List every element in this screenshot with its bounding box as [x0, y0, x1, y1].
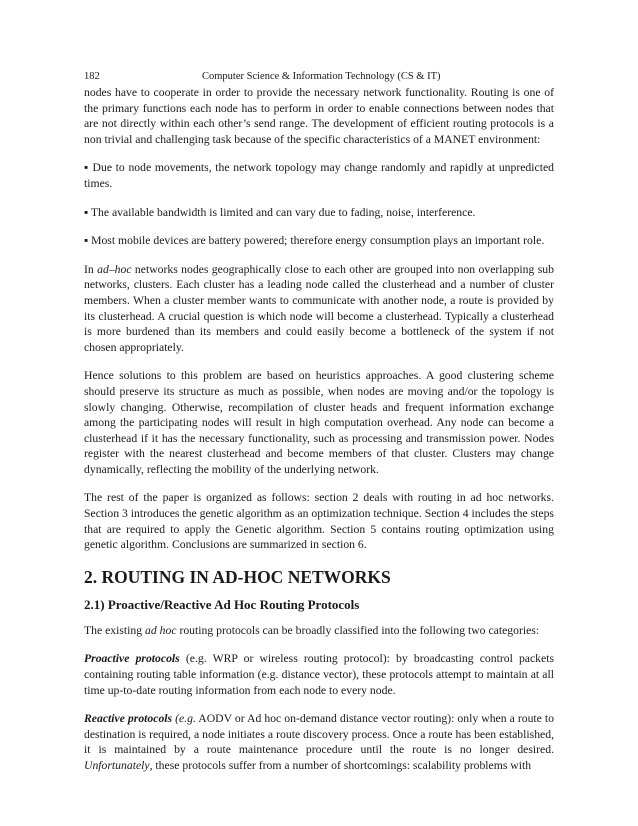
text-run: networks nodes geographically close to each other are grouped into non overlapping sub networks, clusters. Each cluster has a leading node called the clusterhead and a number of cluster members. When a cluster member wants to communicate with another node, a route is provided by its clusterhead. A crucial question is which node will become a clusterhead. Typically a clusterhead is more burdened than its members and could easily become a bottleneck of the system if not chosen appropriately. — [84, 262, 554, 354]
bullet-energy: ▪ Most mobile devices are battery powered; therefore energy consumption plays an important role. — [84, 234, 545, 248]
section-heading: 2. ROUTING IN AD-HOC NETWORKS — [84, 566, 391, 587]
emphasis-term: ad–hoc — [97, 262, 132, 276]
text-run: routing protocols can be broadly classified into the following two categories: — [176, 623, 540, 637]
subsection-heading: 2.1) Proactive/Reactive Ad Hoc Routing Protocols — [84, 596, 360, 612]
proactive-paragraph — [84, 651, 554, 698]
page-header — [84, 70, 554, 83]
emphasis-term: Unfortunately — [84, 759, 150, 772]
text-run: In — [84, 262, 98, 276]
bullet-topology: ▪ Due to node movements, the network topology may change randomly and rapidly at unpredicted times. — [84, 161, 554, 190]
bullet-bandwidth: ▪ The available bandwidth is limited and can vary due to fading, noise, interference. — [84, 205, 476, 219]
clustering-paragraph — [84, 262, 554, 356]
reactive-paragraph — [84, 711, 554, 773]
heuristics-paragraph: Hence solutions to this problem are based on heuristics approaches. A good clustering scheme should preserve its structure as much as possible, when nodes are moving and/or the topology is slowly changing. Otherwise, recompilation of cluster heads and frequent information exchange among the participating nodes will result in high computation overhead. Any node can become a clusterhead if it has the necessary functionality, such as processing and transmission power. Nodes register with the nearest clusterhead and become members of that cluster. Clusters may change dynamically, reflecting the mobility of the underlying network. — [84, 369, 554, 476]
running-title: Computer Science & Information Technology (CS & IT) — [202, 71, 441, 82]
emphasis-term: (e.g. — [172, 712, 196, 726]
emphasis-term: ad hoc — [145, 623, 177, 637]
intro-paragraph: nodes have to cooperate in order to provide the necessary network functionality. Routing is one of the primary functions each node has to perform in order to enable connections between nodes that are not directly within each other’s send range. The development of efficient routing protocols is a non trivial and challenging task because of the specific characteristics of a MANET environment: — [84, 86, 554, 146]
text-run: , these protocols suffer from a number of shortcomings: scalability problems with — [149, 759, 532, 772]
text-run: The existing — [84, 623, 146, 637]
text-run: (e.g. WRP or wireless routing protocol): by broadcasting control packets containing routing table information (e.g. distance vector), these protocols attempt to maintain at all time up-to-date routing information from each node to every node. — [84, 652, 554, 697]
categories-paragraph — [84, 623, 554, 639]
body-text — [84, 85, 554, 787]
text-run: AODV or Ad hoc on-demand distance vector routing): only when a route to destination is required, a node initiates a route discovery process. Once a route has been established, it is maintained by a route maintenance procedure until the route is no longer desired. — [84, 712, 554, 757]
page-number: 182 — [84, 71, 100, 82]
organization-paragraph: The rest of the paper is organized as follows: section 2 deals with routing in ad hoc networks. Section 3 introduces the genetic algorithm as an optimization technique. Section 4 includes the steps that are required to apply the Genetic algorithm. Section 5 contains routing optimization using genetic algorithm. Conclusions are summarized in section 6. — [84, 491, 554, 552]
term-proactive: Proactive protocols — [84, 652, 180, 666]
term-reactive: Reactive protocols — [84, 712, 173, 726]
